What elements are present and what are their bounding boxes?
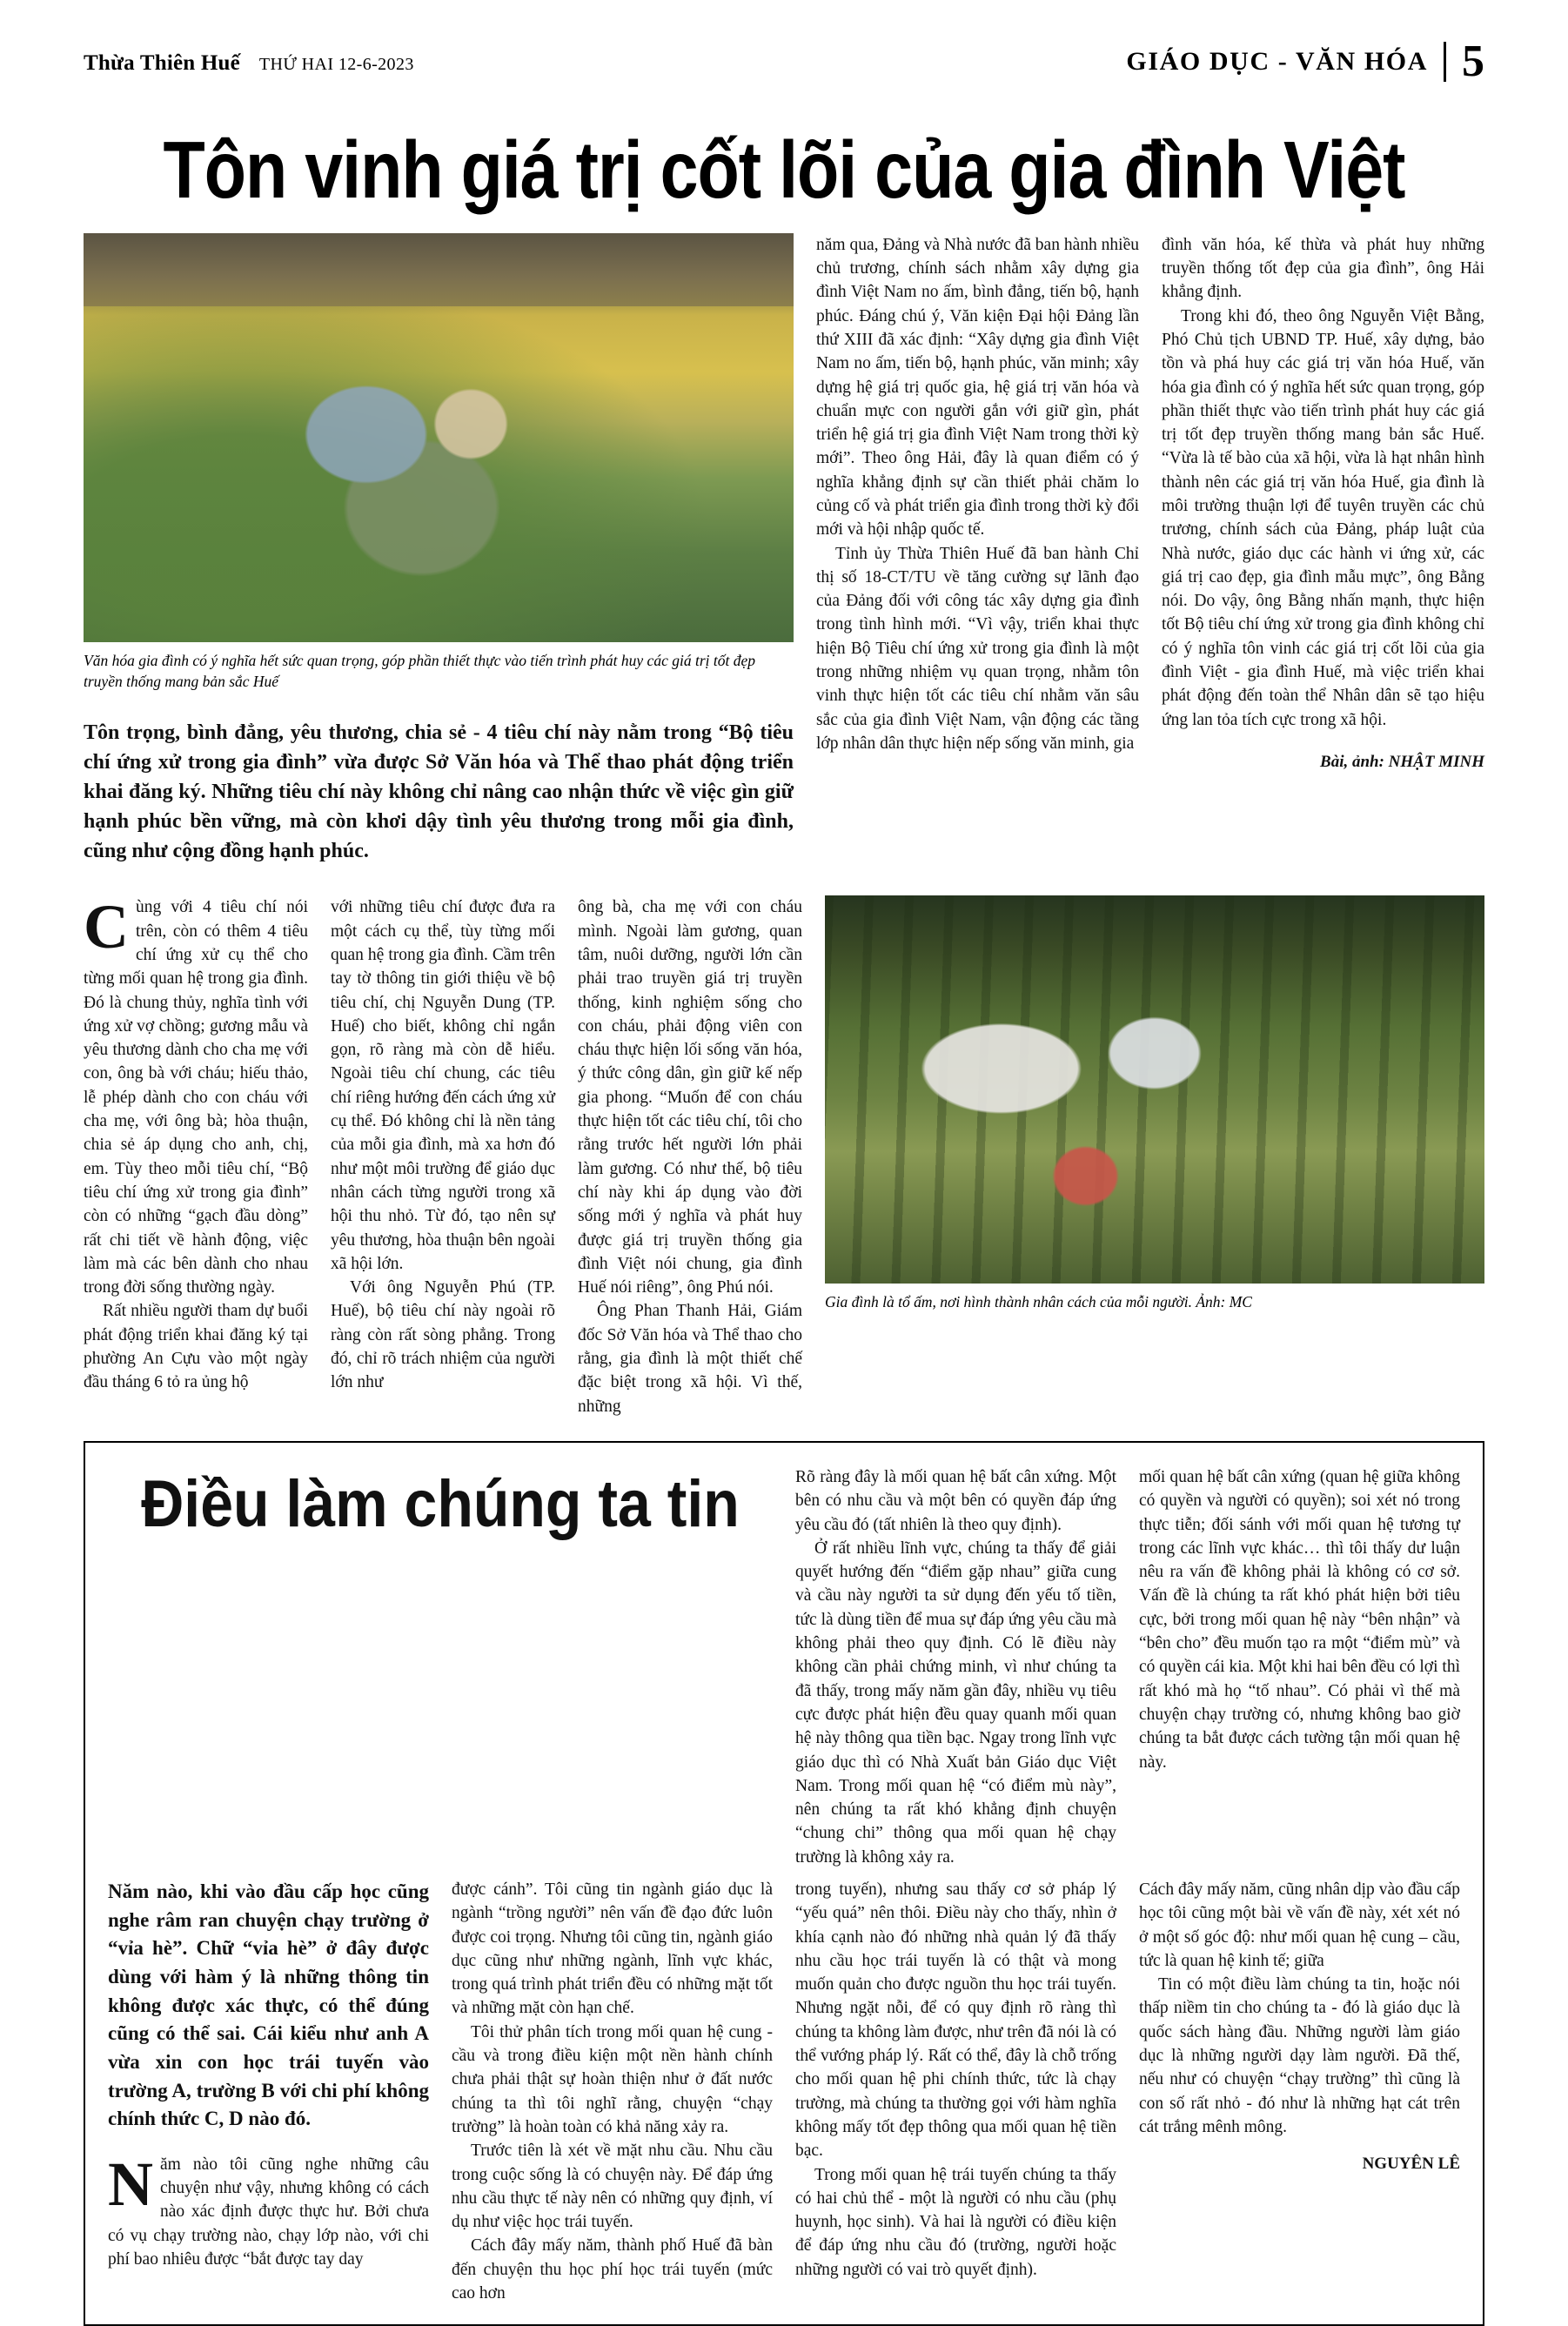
article1-top-block [84,233,1484,867]
article2-column-1 [108,1878,429,2305]
paragraph: Trong mối quan hệ trái tuyến chúng ta thấy có hai chủ thể - một là người có nhu cầu (phụ huynh, học sinh). Và hai là người có điều kiện để đáp ứng nhu cầu đó (trường, người hoặc những người có vai trò quyết định). [795,2165,1116,2279]
article1-lower-column-2 [331,895,555,1418]
section-title: GIÁO DỤC - VĂN HÓA [1126,47,1428,77]
paragraph: trong tuyến), nhưng sau thấy cơ sở pháp lý “yếu quá” nên thôi. Điều này cho thấy, nhìn ở khía cạnh nào đó những nhà quản lý đã thấy nhu cầu học trái tuyến là có thật và mong muốn quản cho được nguồn thu học trái tuyến. Nhưng ngặt nỗi, để có quy định rõ ràng thì chúng ta không làm được, như trên đã nói là có thể vướng pháp lý. Rất có thể, đây là chỗ trống cho mối quan hệ phi chính thức, tức là chạy trường, mà chúng ta thường gọi với hàm nghĩa không mấy tốt đẹp thông qua mối quan hệ tiền bạc. [795,1880,1116,2161]
paragraph: Rất nhiều người tham dự buổi phát động triển khai đăng ký tại phường An Cựu vào một ngày đầu tháng 6 tỏ ra ủng hộ [84,1302,308,1392]
article1-photo-2-column [825,895,1484,1418]
article1-lower-column-3 [578,895,802,1418]
paragraph: Cách đây mấy năm, cũng nhân dịp vào đầu cấp học tôi cũng một bài về vấn đề này, xét xét nó ở một số góc độ: như mối quan hệ cung – cầu, tức là quan hệ kinh tế; giữa [1139,1880,1460,1970]
article2-byline: NGUYÊN LÊ [1362,2155,1460,2174]
article1-photo-1 [84,233,794,642]
article2-column-2 [452,1878,773,2305]
article1-headline: Tôn vinh giá trị cốt lõi của gia đình Việt [163,124,1405,216]
page-number: 5 [1462,37,1484,86]
paragraph: Ông Phan Thanh Hải, Giám đốc Sở Văn hóa và Thể thao cho rằng, gia đình là một thiết chế đặc biệt trong xã hội. Vì thế, những [578,1302,802,1416]
publication-date: THỨ HAI 12-6-2023 [258,55,414,75]
article2-headline-wrap [108,1465,773,1551]
article2 [84,1441,1484,2326]
article2-column-4 [1139,1878,1460,2305]
paragraph: đình văn hóa, kế thừa và phát huy những truyền thống tốt đẹp của gia đình”, ông Hải khẳng định. [1162,235,1484,302]
drop-cap: C [84,892,129,962]
paragraph: Ở rất nhiều lĩnh vực, chúng ta thấy để giải quyết hướng đến “điểm gặp nhau” giữa cung và cầu này người ta sử dụng đến yếu tố tiền, tức là dùng tiền để mua sự đáp ứng yêu cầu mà không phải theo quy định. Có lẽ điều này không cần phải chứng minh, vì như chúng ta đã thấy, trong mấy năm gần đây, nhiều vụ tiêu cực được phát hiện đều quay quanh mối quan hệ này thông qua tiền bạc. Ngay trong lĩnh vực giáo dục thì có Nhà Xuất bản Giáo dục Việt Nam. Trong mối quan hệ “có điểm mù này”, nên chúng ta rất khó khẳng định chuyện “chung chi” thông qua mối quan hệ chạy trường là không xảy ra. [795,1538,1116,1867]
paragraph: mối quan hệ bất cân xứng (quan hệ giữa không có quyền và người có quyền); soi xét nó trong thực tiễn; đối sánh với mối quan hệ tương tự trong các lĩnh vực khác… thì tôi thấy dư luận nêu ra vấn đề không phải là không có cơ sở. Vấn đề là chúng ta rất khó phát hiện bởi tiêu cực, bởi trong mối quan hệ này “bên nhận” và “bên cho” đều muốn tạo ra một “điểm mù” và có quyền cái kia. Một khi hai bên đều có lợi thì rất khó mà họ “tố nhau”. Có phải vì thế mà chuyện chạy trường có, nhưng không bao giờ chúng ta bắt được cách tường tận mối quan hệ này. [1139,1467,1460,1772]
article2-column-5-top [1139,1465,1460,1774]
masthead [84,37,1484,88]
paper-name: Thừa Thiên Huế [84,51,240,76]
article1-byline: Bài, ảnh: NHẬT MINH [1320,752,1484,771]
paragraph: Với ông Nguyễn Phú (TP. Huế), bộ tiêu chí này ngoài rõ ràng còn rất sòng phẳng. Trong đó, chỉ rõ trách nhiệm của người lớn như [331,1278,555,1392]
article1-column-3 [1162,233,1484,867]
masthead-divider [1444,42,1446,82]
masthead-left [84,51,1126,76]
paragraph: năm qua, Đảng và Nhà nước đã ban hành nhiều chủ trương, chính sách nhằm xây dựng gia đình Việt Nam no ấm, bình đẳng, tiến bộ, hạnh phúc. Đáng chú ý, Văn kiện Đại hội Đảng lần thứ XIII đã xác định: “Xây dựng gia đình Việt Nam no ấm, tiến bộ, hạnh phúc, văn minh; xây dựng hệ giá trị quốc gia, hệ giá trị văn hóa và chuẩn mực con người gắn với giữ gìn, phát triển hệ giá trị gia đình Việt Nam trong thời kỳ mới”. Theo ông Hải, đây là quan điểm có ý nghĩa khẳng định sự cần thiết phải chăm lo củng cố và phát triển gia đình trong thời kỳ đổi mới và hội nhập quốc tế. [816,235,1139,540]
article1-column-2 [816,233,1139,867]
paragraph: được cánh”. Tôi cũng tin ngành giáo dục là ngành “trồng người” nên vấn đề đạo đức luôn được coi trọng. Nhưng tôi cũng tin, ngành giáo dục cũng như những ngành, lĩnh vực khác, trong quá trình phát triển đều có những mặt tốt và những mặt còn hạn chế. [452,1880,773,2018]
article2-body-grid [108,1878,1460,2305]
article1-photo-1-caption: Văn hóa gia đình có ý nghĩa hết sức quan trọng, góp phần thiết thực vào tiến trình phát huy các giá trị tốt đẹp truyền thống mang bản sắc Huế [84,651,755,690]
article2-headline: Điều làm chúng ta tin [141,1466,740,1541]
masthead-right [1126,37,1484,86]
paragraph: Rõ ràng đây là mối quan hệ bất cân xứng. Một bên có nhu cầu và một bên có quyền đáp ứng yêu cầu đó (tất nhiên là theo quy định). [795,1467,1116,1534]
article2-lead: Năm nào, khi vào đầu cấp học cũng nghe râm ran chuyện chạy trường ở “vỉa hè”. Chữ “vỉa hè” ở đây được dùng với hàm ý là những thông tin không được xác thực, có thể đúng cũng có thể sai. Cái kiểu như anh A vừa xin con học trái tuyến vào trường A, trường B với chi phí không chính thức C, D nào đó. [108,1880,429,2130]
article2-header-row [108,1465,1460,1869]
paragraph: Trong khi đó, theo ông Nguyễn Việt Bằng, Phó Chủ tịch UBND TP. Huế, xây dựng, bảo tồn và phá huy các giá trị văn hóa Huế, văn hóa gia đình có ý nghĩa hết sức quan trọng, góp phần thiết thực vào tiến trình phát huy các giá trị tốt đẹp truyền thống mang bản sắc Huế. “Vừa là tế bào của xã hội, vừa là hạt nhân hình thành nên các giá trị văn hóa Huế, gia đình là môi trường thuận lợi để tuyên truyền các chủ trương, chính sách của Đảng, pháp luật của Nhà nước, giáo dục các hành vi ứng xử, các giá trị cao đẹp, gia đình mẫu mực”, ông Bằng nói. Do vậy, ông Bằng nhấn mạnh, thực hiện tốt Bộ tiêu chí ứng xử trong gia đình không chỉ có ý nghĩa tôn vinh các giá trị cốt lõi của gia đình Việt - gia đình Huế, mà việc triển khai phát động đến toàn thể Nhân dân sẽ tạo hiệu ứng lan tỏa tích cực trong xã hội. [1162,306,1484,729]
article1-bottom-block [84,892,1484,1418]
article1-lead-paragraph: Tôn trọng, bình đẳng, yêu thương, chia sẻ - 4 tiêu chí này nằm trong “Bộ tiêu chí ứng xử trong gia đình” vừa được Sở Văn hóa và Thể thao phát động triển khai đăng ký. Những tiêu chí này không chỉ nâng cao nhận thức về việc gìn giữ hạnh phúc bền vững, mà còn khơi dậy tình yêu thương trong mỗi gia đình, cũng như cộng đồng hạnh phúc. [84,721,794,863]
paragraph: Tôi thử phân tích trong mối quan hệ cung - cầu và trong điều kiện một nền hành chính chưa phải thật sự hoàn thiện như ở đất nước chúng ta thì tôi nghĩ rằng, chuyện “chạy trường” là hoàn toàn có khả năng xảy ra. [452,2022,773,2136]
paragraph: Tin có một điều làm chúng ta tin, hoặc nói thấp niềm tin cho chúng ta - đó là giáo dục là quốc sách hàng đầu. Những người làm giáo dục là những người dạy làm người. Đã thế, nếu như có chuyện “chạy trường” thì cũng là con số rất nhỏ - đó như là những hạt cát trên cát trắng mênh mông. [1139,1975,1460,2136]
article1-photo-column [84,233,794,867]
article1-photo-2-caption: Gia đình là tổ ấm, nơi hình thành nhân cách của mỗi người. Ảnh: MC [825,1293,1252,1311]
drop-cap: N [108,2148,153,2219]
article2-column-1-body [108,2148,429,2271]
article1-photo-2 [825,895,1484,1284]
paragraph: Năm nào tôi cũng nghe những câu chuyện như vậy, nhưng không có cách nào xác định được thực hư. Bởi chưa có vụ chạy trường nào, chạy lớp nào, với chi phí bao nhiêu được “bắt được tay day [108,2148,429,2269]
paragraph: Cùng với 4 tiêu chí nói trên, còn có thêm 4 tiêu chí ứng xử cụ thể cho từng mối quan hệ trong gia đình. Đó là chung thủy, nghĩa tình với ứng xử vợ chồng; gương mẫu và yêu thương dành cho cha mẹ với con, ông bà với cháu; hiếu thảo, lễ phép dành cho con cháu với cha mẹ, với ông bà; hòa thuận, chia sẻ áp dụng cho anh, chị, em. Tùy theo mỗi tiêu chí, “Bộ tiêu chí ứng xử trong gia đình” còn có những “gạch đầu dòng” rất chi tiết về hành động, việc làm mà các bên dành cho nhau trong đời sống thường ngày. [84,892,308,1297]
paragraph: Tỉnh ủy Thừa Thiên Huế đã ban hành Chỉ thị số 18-CT/TU về tăng cường sự lãnh đạo của Đảng đối với công tác xây dựng gia đình trong tình hình mới. “Vì vậy, triển khai thực hiện Bộ Tiêu chí ứng xử trong gia đình là một trong những nhiệm vụ quan trọng, nhằm tôn vinh thực hiện tốt các tiêu chí nhằm văn sâu sắc của gia đình Việt Nam, vận động các tầng lớp nhân dân thực hiện nếp sống văn minh, gia [816,544,1139,753]
article2-column-3 [795,1878,1116,2305]
paragraph: ông bà, cha mẹ với con cháu mình. Ngoài làm gương, quan tâm, nuôi dưỡng, người lớn cần phải trao truyền giá trị truyền thống, kinh nghiệm sống cho con cháu, phải động viên con cháu thực hiện lối sống văn hóa, ý thức công dân, gìn giữ kế nếp gia phong. “Muốn để con cháu thực hiện tốt các tiêu chí, tôi cho rằng trước hết người lớn phải làm gương. Có như thế, bộ tiêu chí này khi áp dụng vào đời sống mới ý nghĩa và phát huy được giá trị truyền thống gia đình Việt nói chung, gia đình Huế nói riêng”, ông Phú nói. [578,898,802,1297]
article1-lower-column-1 [84,892,308,1418]
paragraph: với những tiêu chí được đưa ra một cách cụ thể, tùy từng mối quan hệ trong gia đình. Cầm trên tay tờ thông tin giới thiệu về bộ tiêu chí, chị Nguyễn Dung (TP. Huế) cho biết, không chỉ ngắn gọn, rõ ràng mà còn dễ hiểu. Ngoài tiêu chí chung, các tiêu chí riêng hướng đến cách ứng xử cụ thể. Đó không chỉ là nền tảng của mỗi gia đình, mà xa hơn đó như một môi trường để giáo dục nhân cách từng người trong xã hội thu nhỏ. Từ đó, tạo nên sự yêu thương, hòa thuận bên ngoài xã hội lớn. [331,898,555,1273]
paragraph: Cách đây mấy năm, thành phố Huế đã bàn đến chuyện thu học phí học trái tuyến (mức cao hơn [452,2236,773,2303]
article2-column-4-top [795,1465,1116,1869]
paragraph: Trước tiên là xét về mặt nhu cầu. Nhu cầu trong cuộc sống là có chuyện này. Để đáp ứng nhu cầu thực tế này nên có những quy định, ví dụ như việc học trái tuyến. [452,2142,773,2232]
